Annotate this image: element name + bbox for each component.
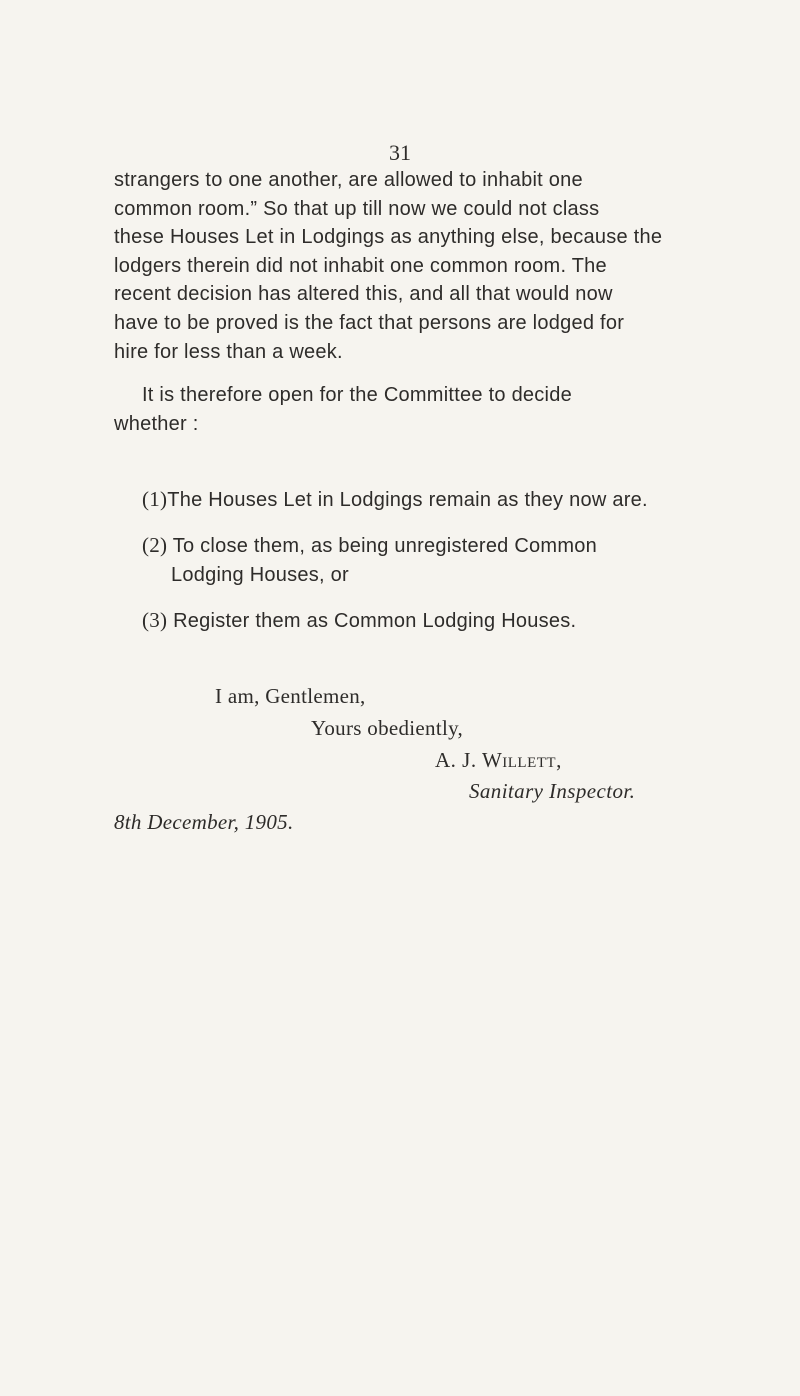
salutation: I am, Gentlemen, <box>215 684 366 708</box>
signatory-title: Sanitary Inspector. <box>469 779 636 803</box>
body-paragraph-2 <box>114 381 684 438</box>
option-text-continuation: Lodging Houses, or <box>171 564 349 586</box>
option-number: (1) <box>142 487 168 511</box>
paragraph-line: whether : <box>114 412 199 435</box>
option-text: The Houses Let in Lodgings remain as they now are. <box>167 489 648 511</box>
signature-name: A. J. Willett, <box>435 748 562 772</box>
option-item-3 <box>142 606 687 636</box>
letter-date: 8th December, 1905. <box>114 810 294 834</box>
option-number: (2) <box>142 533 168 557</box>
paragraph-line: have to be proved is the fact that persons are lodged for <box>114 311 625 334</box>
paragraph-line: strangers to one another, are allowed to inhabit one <box>114 169 583 191</box>
option-text: Register them as Common Lodging Houses. <box>173 610 577 632</box>
page-number: 31 <box>389 140 411 165</box>
paragraph-line: common room.” So that up till now we could not class <box>114 197 600 220</box>
valediction: Yours obediently, <box>311 716 464 740</box>
option-number: (3) <box>142 608 168 632</box>
paragraph-line: hire for less than a week. <box>114 340 343 363</box>
paragraph-line: recent decision has altered this, and all that would now <box>114 283 613 306</box>
paragraph-line: lodgers therein did not inhabit one common room. The <box>114 254 607 277</box>
option-text: To close them, as being unregistered Common <box>172 535 597 557</box>
signature <box>435 745 562 775</box>
paragraph-line: It is therefore open for the Committee to decide <box>142 384 572 406</box>
option-item-1 <box>142 485 687 515</box>
option-item-2 <box>142 531 687 590</box>
paragraph-line: these Houses Let in Lodgings as anything else, because the <box>114 226 663 249</box>
body-paragraph-1 <box>114 166 684 366</box>
